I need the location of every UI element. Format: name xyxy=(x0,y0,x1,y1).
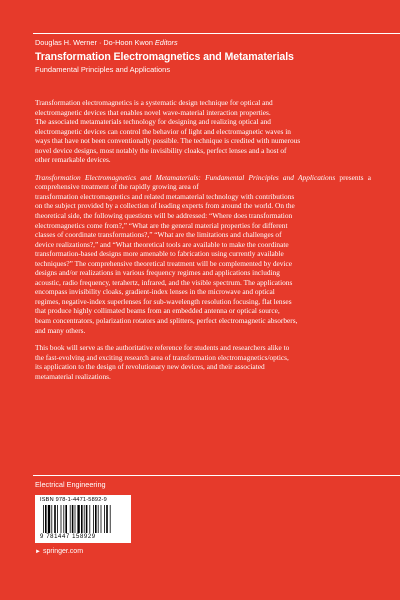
blurb-line: metamaterial realizations. xyxy=(35,371,111,381)
blurb-line: device realizations?,” and “What theoretical tools are available to make the coordinate xyxy=(35,239,289,249)
blurb-line: acoustic, radio frequency, terahertz, infrared, and the visible spectrum. The applications xyxy=(35,277,293,287)
barcode-bar xyxy=(43,505,44,533)
blurb-line: other remarkable devices. xyxy=(35,155,111,165)
barcode-bar xyxy=(93,505,94,533)
book-title-inline: Transformation Electromagnetics and Metamaterials: Fundamental Principles and Applications xyxy=(35,172,336,182)
blurb-line: novel device designs, most notably the invisibility cloaks, perfect lenses and a host of xyxy=(35,145,287,155)
blurb-line: its application to the design of revolutionary new devices, and their associated xyxy=(35,362,265,372)
barcode-bar xyxy=(95,505,97,533)
editors-role: Editors xyxy=(154,38,178,47)
barcode-bar xyxy=(61,505,62,533)
blurb-paragraph-1 xyxy=(35,98,371,165)
blurb-line: regimes, negative-index superlenses for sub-wavelength resolution focusing, flat lenses xyxy=(35,296,292,306)
blurb-paragraph-2 xyxy=(35,173,371,335)
barcode-bar xyxy=(89,505,90,533)
blurb-line: beam concentrators, polarization rotators and splitters, perfect electromagnetic absorbers, xyxy=(35,316,298,326)
blurb-line: electromagnetic devices that enables novel wave-material interaction properties. xyxy=(35,107,271,117)
barcode-bar xyxy=(77,505,79,533)
book-subtitle: Fundamental Principles and Applications xyxy=(35,65,171,74)
barcode-bar xyxy=(101,505,102,533)
editors-line xyxy=(35,38,390,48)
blurb xyxy=(35,98,371,389)
barcode-bar xyxy=(63,505,64,533)
barcode-bar xyxy=(84,505,85,533)
cover-header xyxy=(35,38,390,75)
barcode-bar xyxy=(104,505,105,533)
publisher-link[interactable] xyxy=(35,548,83,555)
isbn-text: ISBN 978-1-4471-5892-9 xyxy=(40,497,107,503)
barcode-bar xyxy=(65,505,67,533)
blurb-line: Transformation electromagnetics is a systematic design technique for optical and xyxy=(35,98,273,107)
barcode-bar xyxy=(75,505,76,533)
barcode-bar xyxy=(110,505,111,533)
blurb-line: on the subject provided by a collection of leading experts from around the world. On the xyxy=(35,201,295,211)
barcode-bar xyxy=(98,505,99,533)
blurb-paragraph-3 xyxy=(35,343,371,381)
barcode-bar xyxy=(57,505,58,533)
triangle-bullet-icon: ► xyxy=(35,549,41,555)
subject-category: Electrical Engineering xyxy=(35,480,106,489)
blurb-line: transformation electromagnetics and related metamaterial technology with contributions xyxy=(35,191,295,201)
blurb-line: transformation-based designs more amenable to fabrication using currently available xyxy=(35,249,284,259)
barcode-bar xyxy=(51,505,52,533)
barcode xyxy=(35,495,131,543)
blurb-line: the fast-evolving and exciting research area of transformation electromagnetics/optics, xyxy=(35,352,289,362)
blurb-line: and many others. xyxy=(35,325,86,335)
blurb-line: designs and/or realizations in various frequency regimes and applications including xyxy=(35,268,280,278)
barcode-bar xyxy=(81,505,83,533)
blurb-line: theoretical side, the following questions will be addressed: “Where does transformation xyxy=(35,211,293,221)
barcode-bar xyxy=(48,505,50,533)
editors-names: Douglas H. Werner · Do-Hoon Kwon xyxy=(35,38,153,47)
top-rule xyxy=(33,33,400,34)
blurb-line: electromagnetic devices can control the behavior of light and electromagnetic waves in xyxy=(35,126,291,136)
barcode-bar xyxy=(54,505,56,533)
blurb-line-text: presents a comprehensive treatment of the rapidly growing area of xyxy=(35,172,371,192)
barcode-bar xyxy=(86,505,88,533)
blurb-line: encompass invisibility cloaks, gradient-index lenses in the microwave and optical xyxy=(35,287,275,297)
barcode-bar xyxy=(45,505,47,533)
barcode-bars xyxy=(43,505,123,533)
blurb-line: techniques?” The comprehensive theoretical treatment will be complemented by device xyxy=(35,258,292,268)
footer-rule xyxy=(33,475,400,476)
barcode-bar xyxy=(72,505,74,533)
blurb-line: The associated metamaterials technology for designing and realizing optical and xyxy=(35,117,271,127)
blurb-line: electromagnetics come from?,” “What are the general material properties for different xyxy=(35,220,288,230)
blurb-line: classes of coordinate transformations?,” “What are the limitations and challenges of xyxy=(35,230,282,240)
barcode-digits: 9 781447 158929 xyxy=(40,534,96,540)
barcode-bar xyxy=(106,505,108,533)
book-title: Transformation Electromagnetics and Metamaterials xyxy=(35,51,294,63)
publisher-url: springer.com xyxy=(42,548,84,555)
blurb-line: ways that have not been conventionally possible. The technique is credited with numerous xyxy=(35,136,301,146)
barcode-bar xyxy=(70,505,71,533)
blurb-line: This book will serve as the authoritative reference for students and researchers alike to xyxy=(35,343,290,353)
blurb-line: that produce highly collimated beams from an embedded antenna or optical source, xyxy=(35,306,280,316)
blurb-line xyxy=(35,173,371,192)
